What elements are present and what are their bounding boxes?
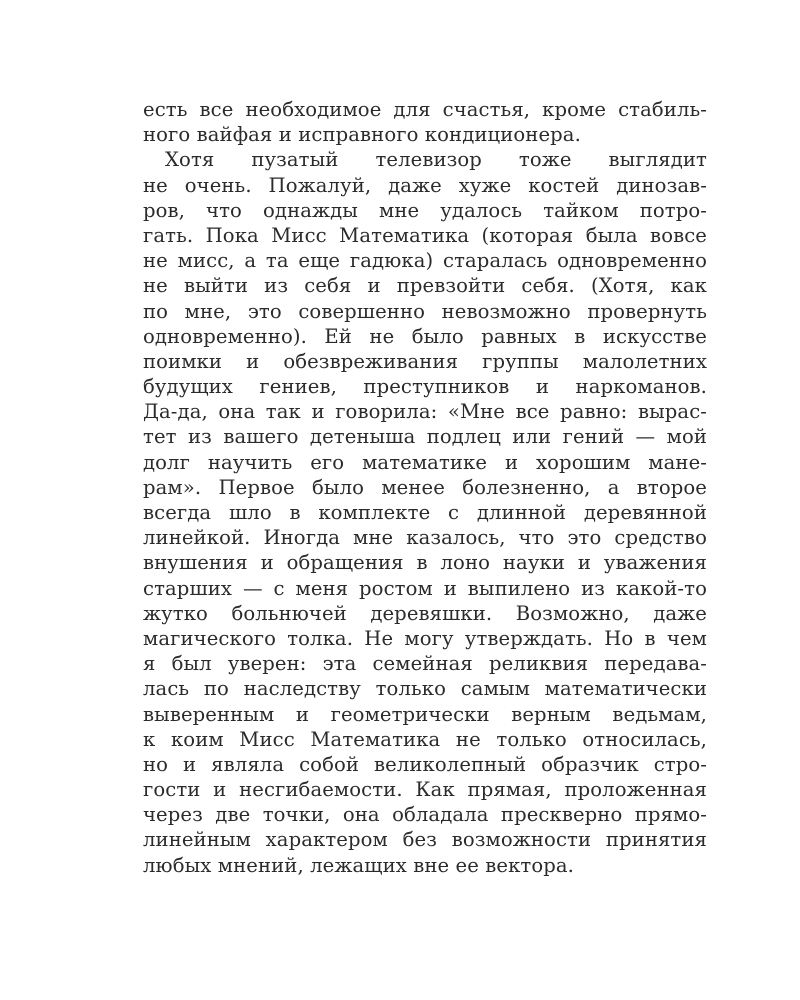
paragraph-first-line: Хотя пузатый телевизор тоже выглядит <box>165 148 707 172</box>
text-line: магического толка. Не могу утверждать. Но в чем <box>143 626 707 650</box>
text-line: будущих гениев, преступников и наркоманов. <box>143 375 707 399</box>
text-line: Да-да, она так и говорила: «Мне все равно: вырас- <box>143 400 707 424</box>
text-line: поимки и обезвреживания группы малолетних <box>143 349 707 373</box>
text-line: но и являла собой великолепный образчик стро- <box>143 752 707 776</box>
paragraph-last-line: любых мнений, лежащих вне ее вектора. <box>143 853 575 877</box>
body-text <box>143 97 707 878</box>
text-line: жутко больнючей деревяшки. Возможно, даже <box>143 601 707 625</box>
text-line: не очень. Пожалуй, даже хуже костей динозав- <box>143 173 707 197</box>
text-line: гать. Пока Мисс Математика (которая была вовсе <box>143 223 707 247</box>
text-line: внушения и обращения в лоно науки и уважения <box>143 551 707 575</box>
text-line: к коим Мисс Математика не только относилась, <box>143 727 707 751</box>
text-line: гости и несгибаемости. Как прямая, проложенная <box>143 778 707 802</box>
text-line: тет из вашего детеныша подлец или гений — мой <box>143 425 707 449</box>
text-line: долг научить его математике и хорошим мане- <box>143 450 707 474</box>
text-line: не выйти из себя и превзойти себя. (Хотя, как <box>143 274 707 298</box>
text-line: линейным характером без возможности принятия <box>143 828 707 852</box>
text-line: ров, что однажды мне удалось тайком потро- <box>143 198 707 222</box>
text-line: выверенным и геометрически верным ведьмам, <box>143 702 707 726</box>
text-line: старших — с меня ростом и выпилено из какой-то <box>143 576 707 600</box>
text-line: через две точки, она обладала прескверно прямо- <box>143 803 707 827</box>
text-line: одновременно). Ей не было равных в искусстве <box>143 324 707 348</box>
text-line: лась по наследству только самым математически <box>143 677 707 701</box>
text-line: по мне, это совершенно невозможно провернуть <box>143 299 707 323</box>
text-line: есть все необходимое для счастья, кроме стабиль- <box>143 98 707 121</box>
text-line: линейкой. Иногда мне казалось, что это средство <box>143 526 707 550</box>
text-line: ного вайфая и исправного кондиционера. <box>143 123 581 147</box>
text-line: всегда шло в комплекте с длинной деревянной <box>143 501 707 524</box>
text-line: я был уверен: эта семейная реликвия передава- <box>143 652 707 676</box>
text-line: не мисс, а та еще гадюка) старалась одновременно <box>143 249 707 273</box>
text-line: рам». Первое было менее болезненно, а второе <box>143 475 707 499</box>
